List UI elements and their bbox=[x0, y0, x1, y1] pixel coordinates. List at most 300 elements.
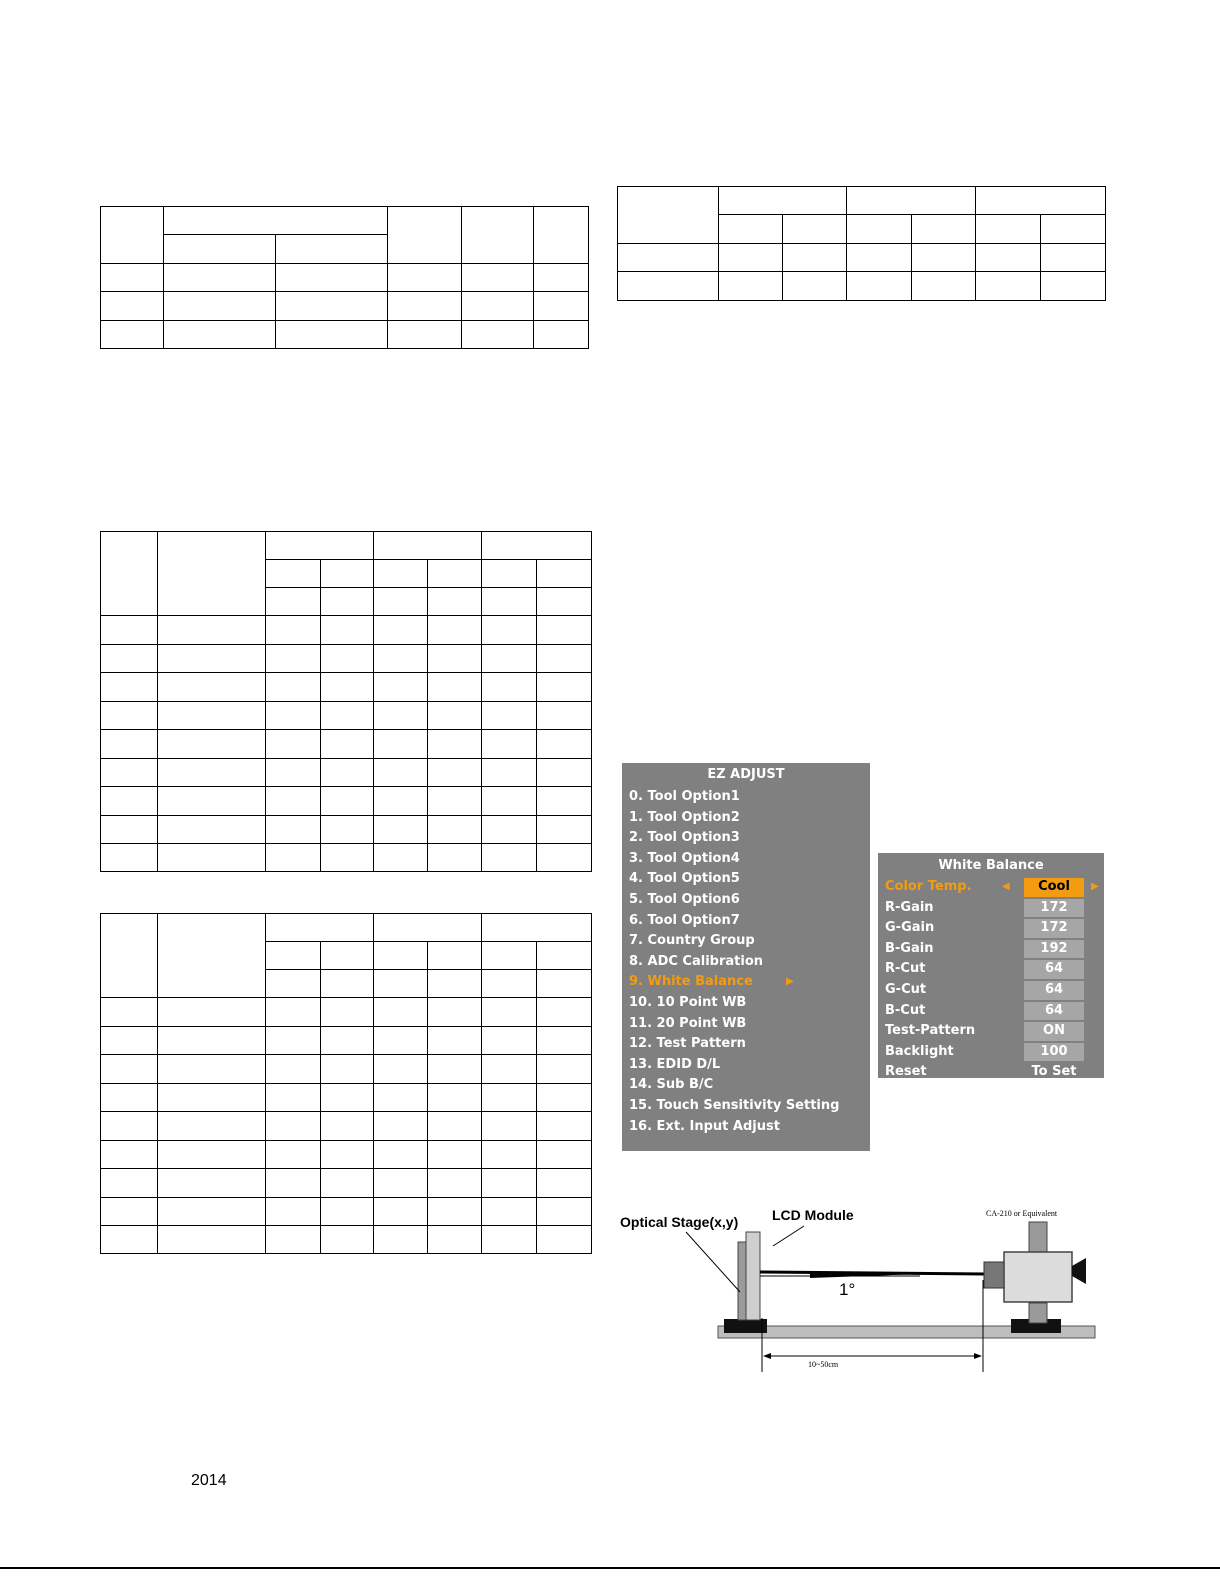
table-cell bbox=[158, 616, 266, 645]
table-cell bbox=[428, 1112, 482, 1141]
table-cell bbox=[101, 321, 164, 349]
table-cell bbox=[719, 272, 783, 301]
table-cell bbox=[321, 942, 374, 970]
table-cell bbox=[482, 730, 537, 759]
table-cell bbox=[374, 1112, 428, 1141]
white-balance-value[interactable]: 100 bbox=[1024, 1043, 1084, 1062]
table-cell bbox=[374, 787, 428, 816]
ez-adjust-item-label: 5. Tool Option6 bbox=[629, 891, 740, 907]
ez-adjust-menu bbox=[622, 763, 870, 1151]
table-4 bbox=[100, 913, 592, 1254]
table-cell bbox=[266, 1055, 321, 1084]
ez-adjust-item-label: 1. Tool Option2 bbox=[629, 809, 740, 825]
table-cell bbox=[537, 759, 592, 787]
table-cell bbox=[374, 1084, 428, 1112]
table-cell bbox=[158, 673, 266, 702]
ez-adjust-list bbox=[622, 787, 870, 1137]
table-cell bbox=[428, 816, 482, 844]
measurement-setup-diagram bbox=[620, 1200, 1110, 1380]
ez-adjust-item-label: 14. Sub B/C bbox=[629, 1077, 714, 1093]
ez-adjust-item[interactable] bbox=[622, 952, 870, 973]
table-cell bbox=[388, 292, 462, 321]
table-cell bbox=[537, 1055, 592, 1084]
ez-adjust-item[interactable] bbox=[622, 1055, 870, 1076]
ez-adjust-item[interactable] bbox=[622, 1014, 870, 1035]
table-cell bbox=[482, 645, 537, 673]
table-cell bbox=[158, 1198, 266, 1226]
table-cell bbox=[428, 730, 482, 759]
ez-adjust-item-label: 8. ADC Calibration bbox=[629, 953, 763, 969]
distance-label: 10~50cm bbox=[808, 1360, 839, 1369]
white-balance-value[interactable]: 192 bbox=[1024, 940, 1084, 959]
table-cell bbox=[537, 942, 592, 970]
table-cell bbox=[266, 1084, 321, 1112]
meter-lens bbox=[984, 1262, 1004, 1288]
table-cell bbox=[158, 702, 266, 730]
table-cell bbox=[101, 787, 158, 816]
table-cell bbox=[428, 1198, 482, 1226]
table-cell bbox=[266, 1226, 321, 1254]
table-cell bbox=[482, 673, 537, 702]
table-cell bbox=[321, 1084, 374, 1112]
table-cell bbox=[482, 998, 537, 1027]
table-cell bbox=[266, 844, 321, 872]
table-cell bbox=[276, 321, 388, 349]
table-cell bbox=[101, 1112, 158, 1141]
table-cell bbox=[321, 1055, 374, 1084]
table-cell bbox=[266, 1141, 321, 1169]
table-cell bbox=[482, 970, 537, 998]
table-cell bbox=[428, 942, 482, 970]
table-cell bbox=[847, 187, 976, 215]
lcd-module-label: LCD Module bbox=[772, 1207, 854, 1223]
white-balance-value[interactable]: 172 bbox=[1024, 899, 1084, 918]
table-cell bbox=[537, 1141, 592, 1169]
table-cell bbox=[847, 215, 912, 244]
table-cell bbox=[374, 1169, 428, 1198]
table-cell bbox=[537, 702, 592, 730]
table-cell bbox=[537, 645, 592, 673]
table-cell bbox=[266, 914, 374, 942]
table-cell bbox=[101, 673, 158, 702]
table-cell bbox=[482, 1084, 537, 1112]
table-cell bbox=[158, 1226, 266, 1254]
table-cell bbox=[428, 970, 482, 998]
table-cell bbox=[482, 702, 537, 730]
table-cell bbox=[1041, 244, 1106, 272]
table-cell bbox=[719, 215, 783, 244]
table-cell bbox=[321, 759, 374, 787]
ez-adjust-item-label: 0. Tool Option1 bbox=[629, 789, 740, 804]
table-cell bbox=[719, 187, 847, 215]
table-cell bbox=[482, 588, 537, 616]
ez-adjust-item[interactable] bbox=[622, 890, 870, 911]
table-cell bbox=[101, 914, 158, 998]
table-cell bbox=[321, 787, 374, 816]
table-cell bbox=[912, 272, 976, 301]
table-1 bbox=[100, 206, 589, 349]
ez-adjust-title: EZ ADJUST bbox=[707, 767, 785, 782]
white-balance-row[interactable] bbox=[878, 980, 1104, 1001]
table-cell bbox=[428, 1084, 482, 1112]
table-cell bbox=[847, 244, 912, 272]
table-cell bbox=[158, 787, 266, 816]
ez-adjust-item[interactable] bbox=[622, 849, 870, 870]
table-cell bbox=[428, 1055, 482, 1084]
table-cell bbox=[266, 616, 321, 645]
table-cell bbox=[158, 998, 266, 1027]
submenu-arrow-icon: ▶ bbox=[786, 976, 794, 988]
table-cell bbox=[158, 730, 266, 759]
ez-adjust-item[interactable] bbox=[622, 828, 870, 849]
white-balance-label: G-Cut bbox=[885, 981, 927, 997]
table-cell bbox=[537, 998, 592, 1027]
arrow-right-icon[interactable]: ▶ bbox=[1091, 881, 1099, 892]
ez-adjust-item[interactable] bbox=[622, 972, 870, 993]
table-cell bbox=[101, 1055, 158, 1084]
white-balance-row[interactable] bbox=[878, 1062, 1104, 1083]
table-cell bbox=[101, 702, 158, 730]
table-cell bbox=[428, 1226, 482, 1254]
white-balance-value[interactable]: To Set bbox=[1031, 1064, 1077, 1080]
table-cell bbox=[618, 187, 719, 244]
table-cell bbox=[101, 759, 158, 787]
table-cell bbox=[534, 207, 589, 264]
table-cell bbox=[374, 998, 428, 1027]
table-cell bbox=[101, 998, 158, 1027]
table-cell bbox=[101, 1169, 158, 1198]
table-cell bbox=[537, 616, 592, 645]
table-cell bbox=[266, 1169, 321, 1198]
table-cell bbox=[158, 844, 266, 872]
table-cell bbox=[374, 730, 428, 759]
white-balance-label: Color Temp. bbox=[885, 879, 972, 894]
footer-year: 2014 bbox=[191, 1472, 227, 1489]
table-cell bbox=[976, 215, 1041, 244]
table-cell bbox=[847, 272, 912, 301]
white-balance-value[interactable]: 172 bbox=[1024, 919, 1084, 938]
ez-adjust-item[interactable] bbox=[622, 1034, 870, 1055]
table-cell bbox=[482, 560, 537, 588]
table-cell bbox=[537, 673, 592, 702]
table-cell bbox=[428, 759, 482, 787]
table-cell bbox=[164, 264, 276, 292]
table-cell bbox=[158, 1112, 266, 1141]
white-balance-label: B-Cut bbox=[885, 1002, 926, 1018]
table-cell bbox=[101, 1084, 158, 1112]
white-balance-row[interactable] bbox=[878, 1021, 1104, 1042]
table-cell bbox=[321, 844, 374, 872]
white-balance-value[interactable]: Cool bbox=[1024, 878, 1084, 897]
table-cell bbox=[428, 1027, 482, 1055]
table-cell bbox=[428, 998, 482, 1027]
table-cell bbox=[266, 787, 321, 816]
table-cell bbox=[164, 292, 276, 321]
table-cell bbox=[374, 532, 482, 560]
ez-adjust-item-label: 10. 10 Point WB bbox=[629, 994, 747, 1010]
table-cell bbox=[158, 1169, 266, 1198]
table-cell bbox=[321, 998, 374, 1027]
table-cell bbox=[482, 1112, 537, 1141]
ez-adjust-item-label: 13. EDID D/L bbox=[629, 1056, 721, 1072]
table-cell bbox=[428, 1169, 482, 1198]
ez-adjust-item[interactable] bbox=[622, 911, 870, 932]
table-cell bbox=[321, 1169, 374, 1198]
table-cell bbox=[158, 1027, 266, 1055]
table-cell bbox=[321, 1027, 374, 1055]
ez-adjust-item[interactable] bbox=[622, 931, 870, 952]
table-cell bbox=[912, 215, 976, 244]
ez-adjust-item-label: 11. 20 Point WB bbox=[629, 1015, 747, 1031]
table-cell bbox=[266, 759, 321, 787]
white-balance-row[interactable] bbox=[878, 918, 1104, 939]
table-cell bbox=[719, 244, 783, 272]
table-cell bbox=[537, 1198, 592, 1226]
table-cell bbox=[101, 264, 164, 292]
table-cell bbox=[164, 321, 276, 349]
table-cell bbox=[537, 1027, 592, 1055]
optical-stage bbox=[738, 1242, 746, 1320]
table-cell bbox=[101, 816, 158, 844]
table-cell bbox=[482, 759, 537, 787]
table-cell bbox=[158, 816, 266, 844]
table-cell bbox=[428, 616, 482, 645]
table-cell bbox=[537, 844, 592, 872]
table-cell bbox=[266, 1198, 321, 1226]
white-balance-label: Test-Pattern bbox=[885, 1023, 976, 1039]
white-balance-row[interactable] bbox=[878, 898, 1104, 919]
table-cell bbox=[164, 235, 276, 264]
table-cell bbox=[537, 1226, 592, 1254]
table-cell bbox=[482, 1226, 537, 1254]
table-cell bbox=[374, 970, 428, 998]
table-cell bbox=[321, 560, 374, 588]
table-cell bbox=[482, 942, 537, 970]
table-cell bbox=[374, 702, 428, 730]
table-cell bbox=[428, 844, 482, 872]
table-cell bbox=[101, 730, 158, 759]
ez-adjust-item-label: 4. Tool Option5 bbox=[629, 871, 740, 887]
ez-adjust-item-label: 12. Test Pattern bbox=[629, 1036, 746, 1052]
table-cell bbox=[374, 816, 428, 844]
table-cell bbox=[321, 1141, 374, 1169]
table-cell bbox=[976, 272, 1041, 301]
table-cell bbox=[388, 321, 462, 349]
table-cell bbox=[266, 998, 321, 1027]
table-cell bbox=[537, 970, 592, 998]
table-cell bbox=[266, 970, 321, 998]
meter-body bbox=[1004, 1252, 1072, 1302]
table-cell bbox=[158, 1084, 266, 1112]
table-cell bbox=[374, 1141, 428, 1169]
arrow-left-icon[interactable]: ◀ bbox=[1002, 881, 1010, 892]
table-cell bbox=[374, 588, 428, 616]
table-cell bbox=[374, 1027, 428, 1055]
ez-adjust-item[interactable] bbox=[622, 1075, 870, 1096]
table-cell bbox=[321, 588, 374, 616]
white-balance-panel bbox=[878, 853, 1104, 1078]
table-cell bbox=[618, 272, 719, 301]
ez-adjust-item[interactable] bbox=[622, 787, 870, 808]
table-cell bbox=[783, 215, 847, 244]
white-balance-row[interactable] bbox=[878, 1042, 1104, 1063]
white-balance-row[interactable] bbox=[878, 877, 1104, 898]
table-cell bbox=[482, 1027, 537, 1055]
table-cell bbox=[976, 187, 1106, 215]
table-cell bbox=[164, 207, 388, 235]
ez-adjust-item[interactable] bbox=[622, 808, 870, 829]
table-cell bbox=[374, 844, 428, 872]
table-cell bbox=[266, 702, 321, 730]
table-cell bbox=[321, 816, 374, 844]
optical-stage-label: Optical Stage(x,y) bbox=[620, 1214, 739, 1230]
table-cell bbox=[158, 1055, 266, 1084]
white-balance-label: R-Gain bbox=[885, 899, 934, 915]
table-cell bbox=[428, 1141, 482, 1169]
table-cell bbox=[321, 1198, 374, 1226]
table-cell bbox=[266, 532, 374, 560]
ez-adjust-item-label: 16. Ext. Input Adjust bbox=[629, 1118, 780, 1134]
white-balance-list bbox=[878, 877, 1104, 1083]
table-cell bbox=[537, 1169, 592, 1198]
ez-adjust-item-label: 7. Country Group bbox=[629, 933, 755, 949]
table-cell bbox=[158, 1141, 266, 1169]
table-cell bbox=[101, 616, 158, 645]
table-cell bbox=[783, 244, 847, 272]
table-cell bbox=[321, 1226, 374, 1254]
table-cell bbox=[462, 264, 534, 292]
table-cell bbox=[266, 730, 321, 759]
stage-foot bbox=[724, 1319, 767, 1333]
table-cell bbox=[374, 1198, 428, 1226]
table-cell bbox=[101, 1226, 158, 1254]
table-cell bbox=[321, 702, 374, 730]
meter-stand-bottom bbox=[1029, 1303, 1047, 1323]
table-cell bbox=[534, 292, 589, 321]
ez-adjust-item-label: 2. Tool Option3 bbox=[629, 830, 740, 846]
ez-adjust-item[interactable] bbox=[622, 869, 870, 890]
table-cell bbox=[482, 1055, 537, 1084]
footer-rule bbox=[0, 1567, 1220, 1569]
table-cell bbox=[462, 292, 534, 321]
table-cell bbox=[388, 207, 462, 264]
table-cell bbox=[482, 816, 537, 844]
table-cell bbox=[276, 235, 388, 264]
white-balance-value[interactable]: ON bbox=[1024, 1022, 1084, 1041]
table-cell bbox=[321, 616, 374, 645]
white-balance-label: R-Cut bbox=[885, 961, 926, 977]
table-cell bbox=[158, 532, 266, 616]
table-cell bbox=[482, 787, 537, 816]
table-cell bbox=[482, 616, 537, 645]
ez-adjust-item[interactable] bbox=[622, 1117, 870, 1138]
angle-label: 1° bbox=[839, 1280, 856, 1299]
table-cell bbox=[101, 292, 164, 321]
table-cell bbox=[266, 645, 321, 673]
table-cell bbox=[101, 1027, 158, 1055]
ez-adjust-item-label: 9. White Balance bbox=[629, 974, 753, 990]
table-cell bbox=[101, 532, 158, 616]
table-cell bbox=[534, 264, 589, 292]
table-cell bbox=[618, 244, 719, 272]
table-cell bbox=[276, 292, 388, 321]
table-cell bbox=[534, 321, 589, 349]
table-cell bbox=[482, 1169, 537, 1198]
table-cell bbox=[101, 645, 158, 673]
table-cell bbox=[783, 272, 847, 301]
white-balance-label: Reset bbox=[885, 1064, 927, 1080]
table-cell bbox=[537, 1084, 592, 1112]
white-balance-label: B-Gain bbox=[885, 940, 934, 956]
white-balance-row[interactable] bbox=[878, 959, 1104, 980]
ez-adjust-item[interactable] bbox=[622, 1096, 870, 1117]
table-cell bbox=[428, 560, 482, 588]
white-balance-value[interactable]: 64 bbox=[1024, 960, 1084, 979]
ez-adjust-item[interactable] bbox=[622, 993, 870, 1014]
white-balance-row[interactable] bbox=[878, 1001, 1104, 1022]
table-cell bbox=[374, 759, 428, 787]
table-cell bbox=[266, 560, 321, 588]
table-cell bbox=[158, 759, 266, 787]
table-cell bbox=[276, 264, 388, 292]
table-cell bbox=[537, 816, 592, 844]
lcd-module-pointer bbox=[773, 1226, 804, 1246]
table-cell bbox=[428, 787, 482, 816]
table-cell bbox=[482, 844, 537, 872]
table-cell bbox=[101, 1141, 158, 1169]
table-cell bbox=[482, 914, 592, 942]
table-cell bbox=[321, 673, 374, 702]
table-cell bbox=[321, 730, 374, 759]
white-balance-label: Backlight bbox=[885, 1043, 954, 1059]
table-cell bbox=[158, 914, 266, 998]
meter-eyepiece bbox=[1072, 1258, 1086, 1284]
table-cell bbox=[912, 244, 976, 272]
table-cell bbox=[374, 1226, 428, 1254]
table-cell bbox=[462, 207, 534, 264]
table-cell bbox=[374, 914, 482, 942]
white-balance-value[interactable]: 64 bbox=[1024, 1002, 1084, 1021]
lcd-module bbox=[746, 1232, 760, 1320]
table-cell bbox=[266, 1112, 321, 1141]
ez-adjust-item-label: 15. Touch Sensitivity Setting bbox=[629, 1097, 840, 1113]
white-balance-title: White Balance bbox=[938, 858, 1044, 873]
table-cell bbox=[537, 787, 592, 816]
table-cell bbox=[1041, 272, 1106, 301]
table-cell bbox=[266, 816, 321, 844]
table-cell bbox=[374, 616, 428, 645]
white-balance-value[interactable]: 64 bbox=[1024, 981, 1084, 1000]
white-balance-row[interactable] bbox=[878, 939, 1104, 960]
table-cell bbox=[321, 1112, 374, 1141]
table-cell bbox=[321, 645, 374, 673]
table-cell bbox=[428, 673, 482, 702]
meter-label: CA-210 or Equivalent bbox=[986, 1209, 1058, 1218]
table-cell bbox=[266, 588, 321, 616]
table-cell bbox=[101, 207, 164, 264]
table-cell bbox=[537, 1112, 592, 1141]
table-3 bbox=[100, 531, 592, 872]
table-cell bbox=[374, 673, 428, 702]
table-cell bbox=[482, 1198, 537, 1226]
table-2 bbox=[617, 186, 1106, 301]
table-cell bbox=[266, 673, 321, 702]
table-cell bbox=[101, 1198, 158, 1226]
meter-stand-top bbox=[1029, 1222, 1047, 1252]
table-cell bbox=[537, 730, 592, 759]
table-cell bbox=[321, 970, 374, 998]
table-cell bbox=[428, 645, 482, 673]
